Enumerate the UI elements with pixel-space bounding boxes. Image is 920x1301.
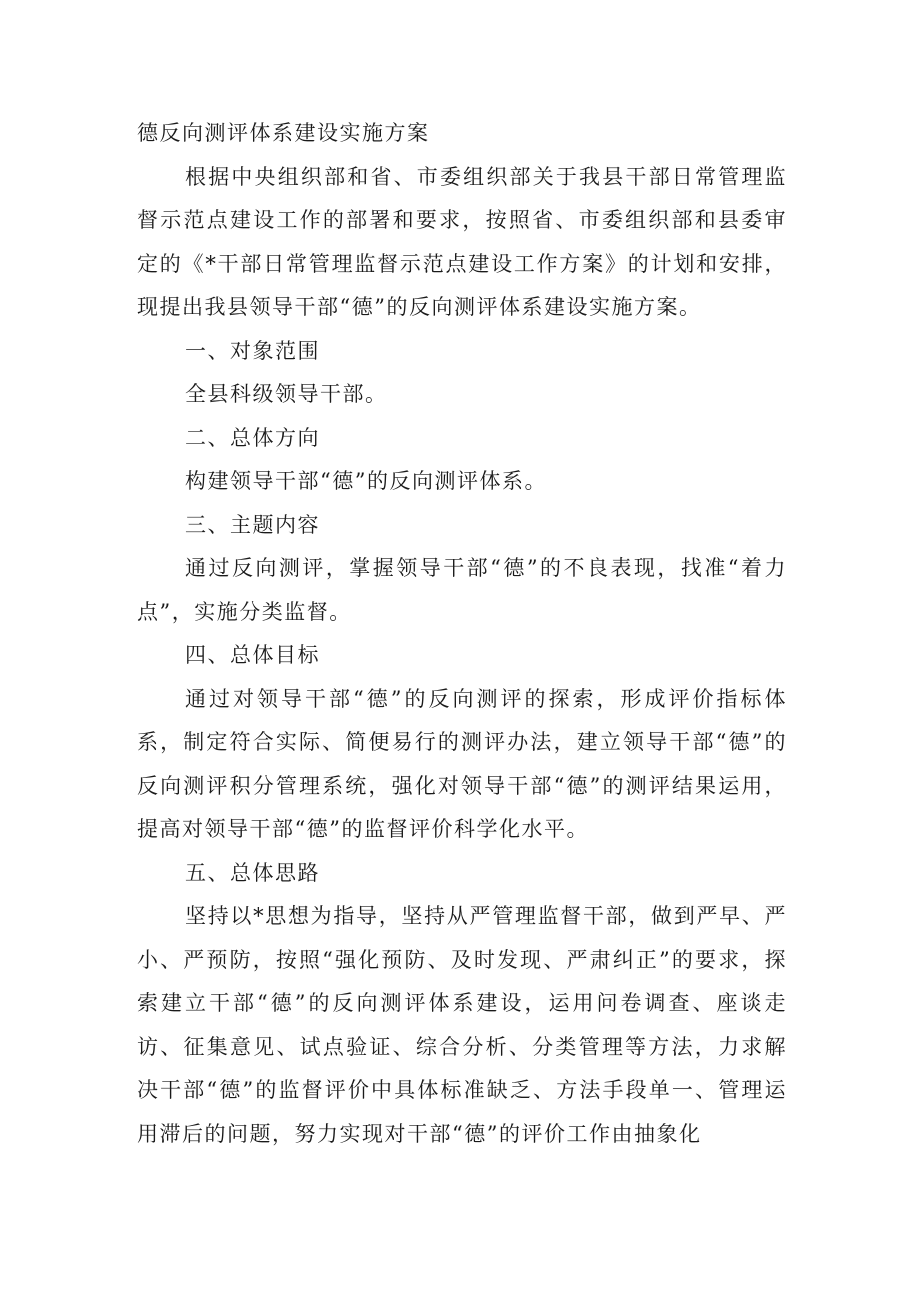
intro-paragraph: 根据中央组织部和省、市委组织部关于我县干部日常管理监督示范点建设工作的部署和要求，按照省、市委组织部和县委审定的《*干部日常管理监督示范点建设工作方案》的计划和安排，现提出我县领导干部“德”的反向测评体系建设实施方案。 <box>137 164 787 319</box>
section-heading-goal: 四、总体目标 <box>185 643 320 667</box>
section-heading-content: 三、主题内容 <box>185 512 320 537</box>
section-body-direction: 构建领导干部“德”的反向测评体系。 <box>185 469 547 493</box>
document-body <box>137 112 787 1156</box>
section-body-content: 通过反向测评，掌握领导干部“德”的不良表现，找准“着力点”，实施分类监督。 <box>137 556 787 624</box>
section-heading-direction: 二、总体方向 <box>185 425 320 450</box>
section-body-approach: 坚持以*思想为指导，坚持从严管理监督干部，做到严早、严小、严预防，按照“强化预防、及时发现、严肃纠正”的要求，探索建立干部“德”的反向测评体系建设，运用问卷调查、座谈走访、征集意见、试点验证、综合分析、分类管理等方法，力求解决干部“德”的监督评价中具体标准缺乏、方法手段单一、管理运用滞后的问题，努力实现对干部“德”的评价工作由抽象化 <box>137 904 787 1146</box>
section-body-goal: 通过对领导干部“德”的反向测评的探索，形成评价指标体系，制定符合实际、简便易行的测评办法，建立领导干部“德”的反向测评积分管理系统，强化对领导干部“德”的测评结果运用，提高对领导干部“德”的监督评价科学化水平。 <box>137 686 787 841</box>
section-body-scope: 全县科级领导干部。 <box>185 382 388 406</box>
section-heading-scope: 一、对象范围 <box>185 338 320 363</box>
section-heading-approach: 五、总体思路 <box>185 860 320 885</box>
document-title: 德反向测评体系建设实施方案 <box>137 121 430 145</box>
